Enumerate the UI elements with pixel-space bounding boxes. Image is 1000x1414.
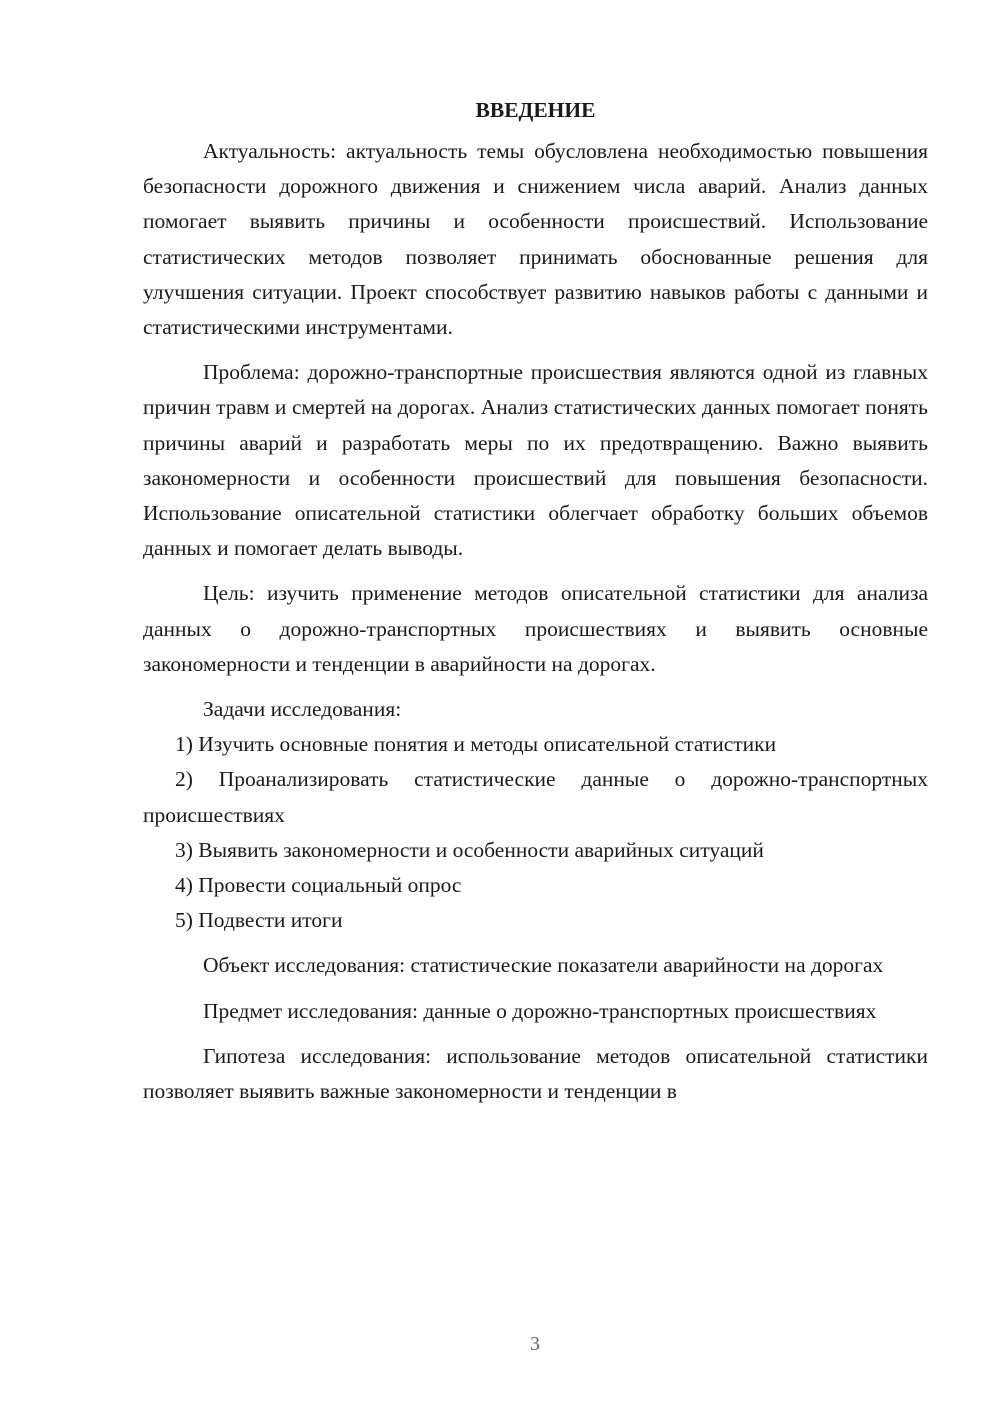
paragraph-problem: Проблема: дорожно-транспортные происшествия являются одной из главных причин травм и смертей на дорогах. Анализ статистических данных помогает понять причины аварий и разработать меры по их предотвращению. Важно выявить закономерности и особенности происшествий для повышения безопасности. Использование описательной статистики облегчает обработку больших объемов данных и помогает делать выводы. — [143, 360, 928, 561]
task-item-4: 4) Провести социальный опрос — [175, 873, 462, 898]
paragraph-hypothesis: Гипотеза исследования: использование методов описательной статистики позволяет выявить важные закономерности и тенденции в — [143, 1043, 928, 1104]
paragraph-relevance: Актуальность: актуальность темы обусловлена необходимостью повышения безопасности дорожного движения и снижением числа аварий. Анализ данных помогает выявить причины и особенности происшествий. Использование статистических методов позволяет принимать обоснованные решения для улучшения ситуации. Проект способствует развитию навыков работы с данными и статистическими инструментами. — [143, 139, 928, 340]
paragraph-subject: Предмет исследования: данные о дорожно-транспортных происшествиях — [203, 998, 877, 1023]
page-number: 3 — [530, 1333, 540, 1355]
document-page — [143, 92, 928, 1109]
paragraph-goal: Цель: изучить применение методов описательной статистики для анализа данных о дорожно-транспортных происшествиях и выявить основные закономерности и тенденции в аварийности на дорогах. — [143, 581, 928, 676]
task-item-5: 5) Подвести итоги — [175, 908, 343, 933]
task-item-2: 2) Проанализировать статистические данные о дорожно-транспортных происшествиях — [143, 767, 928, 827]
tasks-title: Задачи исследования: — [203, 697, 402, 722]
section-heading: ВВЕДЕНИЕ — [475, 98, 596, 122]
paragraph-object: Объект исследования: статистические показатели аварийности на дорогах — [203, 953, 884, 978]
task-item-3: 3) Выявить закономерности и особенности аварийных ситуаций — [175, 837, 764, 862]
task-item-1: 1) Изучить основные понятия и методы описательной статистики — [175, 732, 777, 757]
